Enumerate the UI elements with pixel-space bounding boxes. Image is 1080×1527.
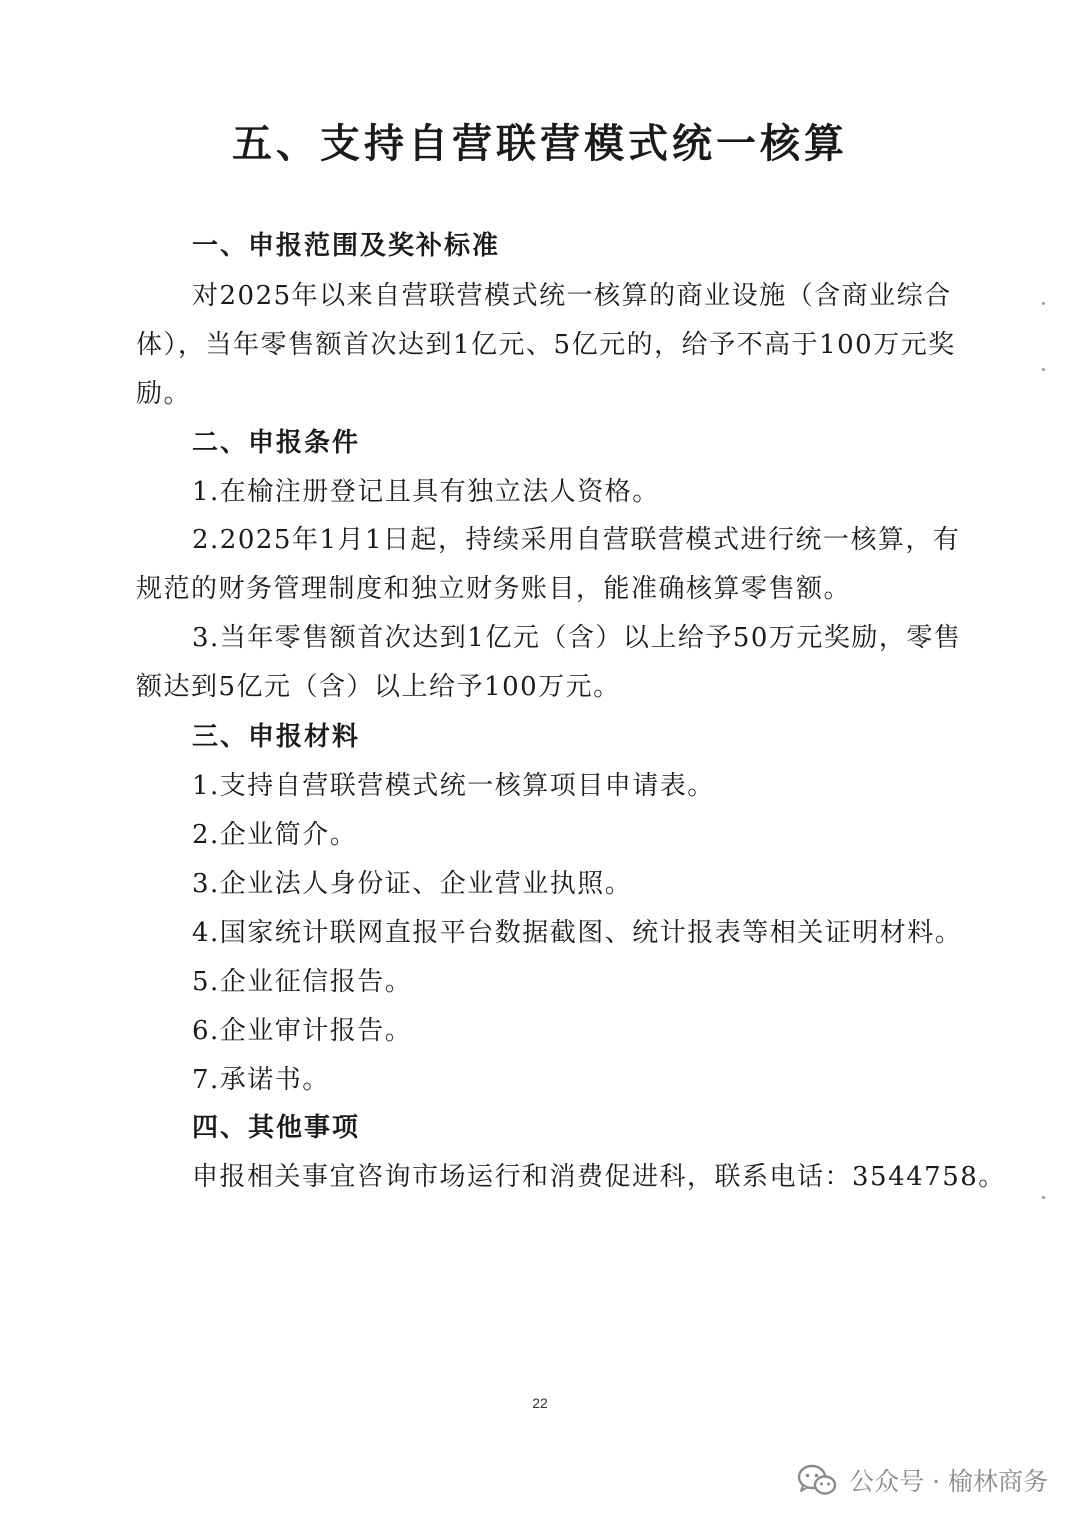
list-item: 2.企业简介。 <box>192 820 358 850</box>
list-item: 2.2025年1月1日起，持续采用自营联营模式进行统一核算，有规范的财务管理制度和独立财务账目，能准确核算零售额。 <box>136 525 961 604</box>
list-item: 3.当年零售额首次达到1亿元（含）以上给予50万元奖励，零售额达到5亿元（含）以上给予100万元。 <box>136 623 962 702</box>
section-heading-other: 四、其他事项 <box>192 1113 361 1143</box>
list-item: 1.支持自营联营模式统一核算项目申请表。 <box>192 771 715 801</box>
watermark-text: 公众号 · 榆林商务 <box>849 1467 1048 1496</box>
list-item: 5.企业征信报告。 <box>192 967 413 997</box>
wechat-icon <box>797 1464 837 1496</box>
section-paragraph-scope: 对2025年以来自营联营模式统一核算的商业设施（含商业综合体），当年零售额首次达到1亿元、5亿元的，给予不高于100万元奖励。 <box>136 281 956 409</box>
scan-speck <box>1042 368 1045 371</box>
scan-speck <box>1042 1196 1045 1199</box>
section-heading-materials: 三、申报材料 <box>192 722 361 752</box>
section-paragraph-other: 申报相关事宜咨询市场运行和消费促进科，联系电话：3544758。 <box>192 1162 1006 1192</box>
list-item: 3.企业法人身份证、企业营业执照。 <box>192 869 633 899</box>
page-title: 五、支持自营联营模式统一核算 <box>232 120 848 167</box>
list-item: 4.国家统计联网直报平台数据截图、统计报表等相关证明材料。 <box>192 918 963 948</box>
page-number: 22 <box>532 1395 548 1411</box>
section-heading-scope: 一、申报范围及奖补标准 <box>192 231 501 261</box>
list-item: 1.在榆注册登记且具有独立法人资格。 <box>192 477 660 507</box>
list-item: 7.承诺书。 <box>192 1065 330 1095</box>
section-heading-conditions: 二、申报条件 <box>192 428 361 458</box>
scan-speck <box>1042 302 1045 305</box>
watermark <box>797 1462 1048 1498</box>
list-item: 6.企业审计报告。 <box>192 1016 413 1046</box>
